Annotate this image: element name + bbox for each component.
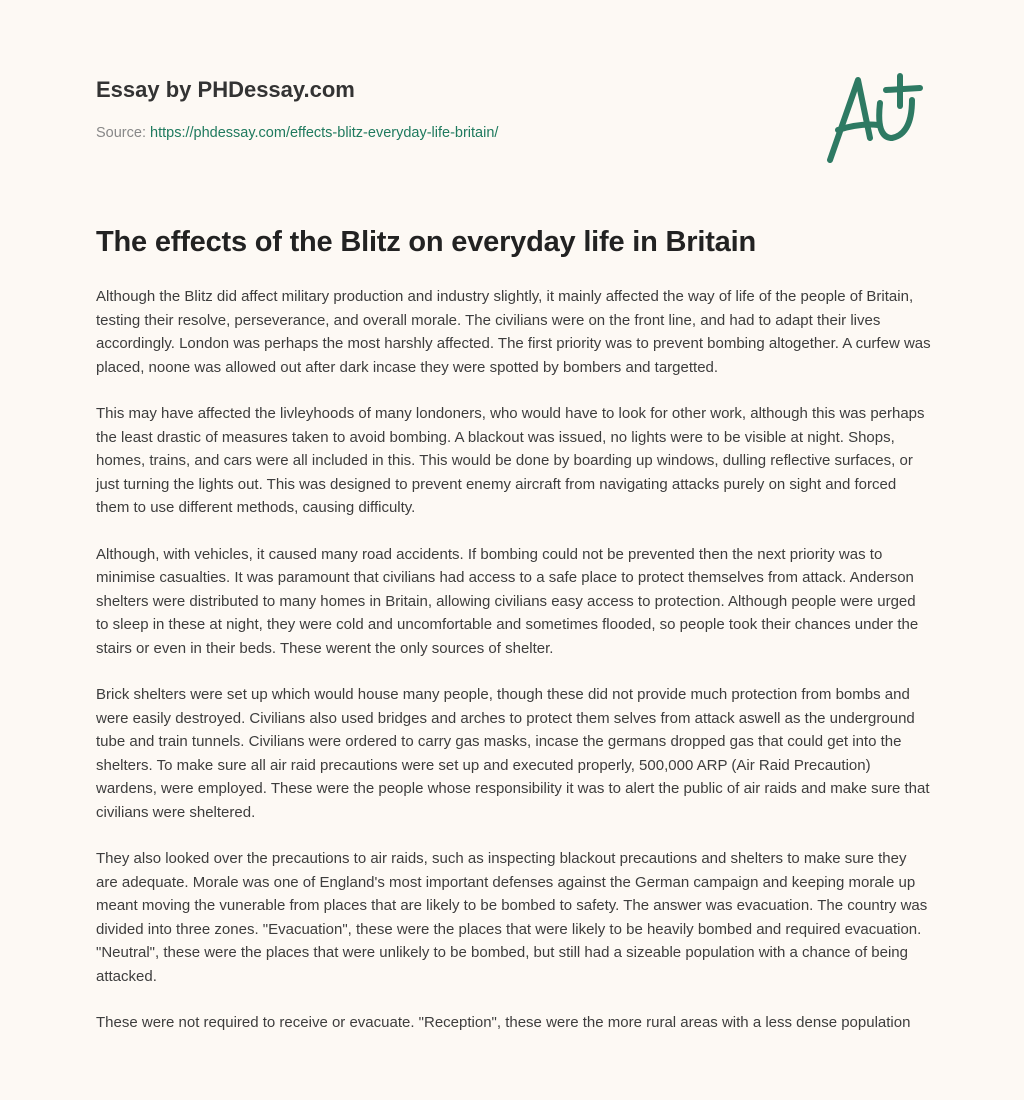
source-link[interactable]: https://phdessay.com/effects-blitz-everyday-life-britain/ (150, 125, 499, 141)
source-line (96, 125, 498, 141)
paragraph: Although, with vehicles, it caused many road accidents. If bombing could not be prevented then the next priority was to minimise casualties. It was paramount that civilians had access to a safe place to protect themselves from attack. Anderson shelters were distributed to many homes in Britain, allowing civilians easy access to protection. Although people were urged to sleep in these at night, they were cold and uncomfortable and sometimes flooded, so people took their chances under the stairs or even in their beds. These werent the only sources of shelter. (96, 545, 919, 657)
a-plus-logo-icon (820, 68, 930, 168)
article-title: The effects of the Blitz on everyday life in Britain (96, 226, 756, 258)
paragraph: These were not required to receive or evacuate. "Reception", these were the more rural areas with a less dense population (96, 1014, 911, 1031)
paragraph: This may have affected the livleyhoods of many londoners, who would have to look for other work, although this was perhaps the least drastic of measures taken to avoid bombing. A blackout was issued, no lights were to be visible at night. Shops, homes, trains, and cars were all included in this. This would be done by boarding up windows, dulling reflective surfaces, or just turning the lights out. This was designed to prevent enemy aircraft from navigating attacks purely on sight and forced them to use different methods, causing difficulty. (96, 405, 925, 516)
source-label: Source: (96, 125, 146, 141)
paragraph: They also looked over the precautions to air raids, such as inspecting blackout precautions and shelters to make sure they are adequate. Morale was one of England's most important defenses against the German campaign and keeping morale up meant moving the vunerable from places that are likely to be bombed to safety. The answer was evacuation. The country was divided into three zones. "Evacuation", these were the places that were likely to be heavily bombed and required evacuation. "Neutral", these were the places that were unlikely to be bombed, but still had a sizeable population with a chance of being attacked. (96, 850, 928, 985)
site-brand: Essay by PHDessay.com (96, 77, 355, 102)
paragraph: Although the Blitz did affect military production and industry slightly, it mainly affected the way of life of the people of Britain, testing their resolve, perseverance, and overall morale. The civilians were on the front line, and had to adapt their lives accordingly. London was perhaps the most harshly affected. The first priority was to prevent bombing altogether. A curfew was placed, noone was allowed out after dark incase they were spotted by bombers and targetted. (96, 288, 931, 376)
article-body (96, 285, 932, 1058)
paragraph: Brick shelters were set up which would house many people, though these did not provide much protection from bombs and were easily destroyed. Civilians also used bridges and arches to protect them selves from attack aswell as the underground tube and train tunnels. Civilians were ordered to carry gas masks, incase the germans dropped gas that could get into the shelters. To make sure all air raid precautions were set up and executed properly, 500,000 ARP (Air Raid Precaution) wardens, were employed. These were the people whose responsibility it was to alert the public of air raids and make sure that civilians were sheltered. (96, 686, 930, 821)
